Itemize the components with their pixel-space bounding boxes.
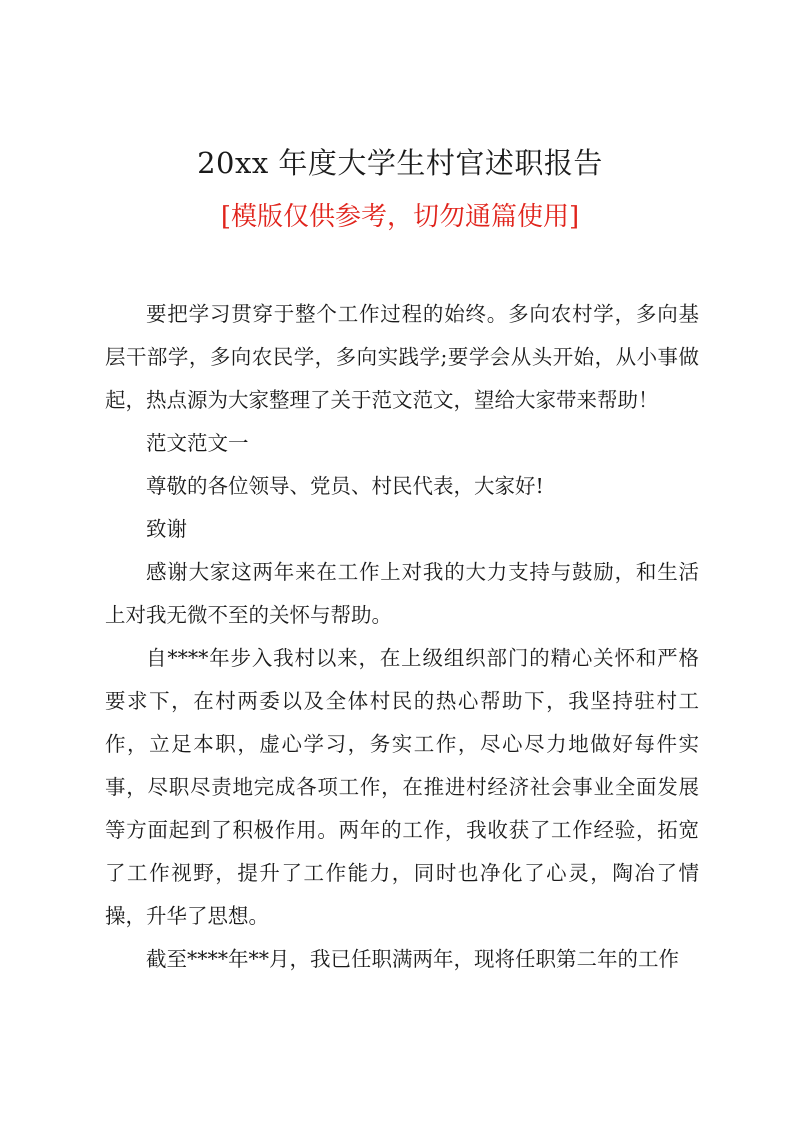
paragraph-intro: 要把学习贯穿于整个工作过程的始终。多向农村学，多向基层干部学，多向农民学，多向实践学;要学会从头开始，从小事做起，热点源为大家整理了关于范文范文，望给大家带来帮助！ [105, 302, 699, 412]
paragraph-greeting: 尊敬的各位领导、党员、村民代表，大家好! [146, 474, 544, 498]
paragraph-work-summary: 自****年步入我村以来，在上级组织部门的精心关怀和严格要求下，在村两委以及全体村民的热心帮助下，我坚持驻村工作，立足本职，虚心学习，务实工作，尽心尽力地做好每件实事，尽职尽责地完成各项工作，在推进村经济社会事业全面发展等方面起到了积极作用。两年的工作，我收获了工作经验，拓宽了工作视野，提升了工作能力，同时也净化了心灵，陶冶了情操，升华了思想。 [105, 646, 699, 928]
paragraph-thanks-heading: 致谢 [146, 517, 187, 541]
paragraph-tenure: 截至****年**月，我已任职满两年，现将任职第二年的工作 [146, 947, 679, 971]
document-title: 20xx 年度大学生村官述职报告 [197, 146, 603, 180]
document-body [105, 293, 699, 981]
paragraph-sample-heading: 范文范文一 [146, 431, 249, 455]
paragraph-thanks: 感谢大家这两年来在工作上对我的大力支持与鼓励，和生活上对我无微不至的关怀与帮助。 [105, 560, 699, 627]
template-notice: [模版仅供参考，切勿通篇使用] [220, 202, 580, 232]
